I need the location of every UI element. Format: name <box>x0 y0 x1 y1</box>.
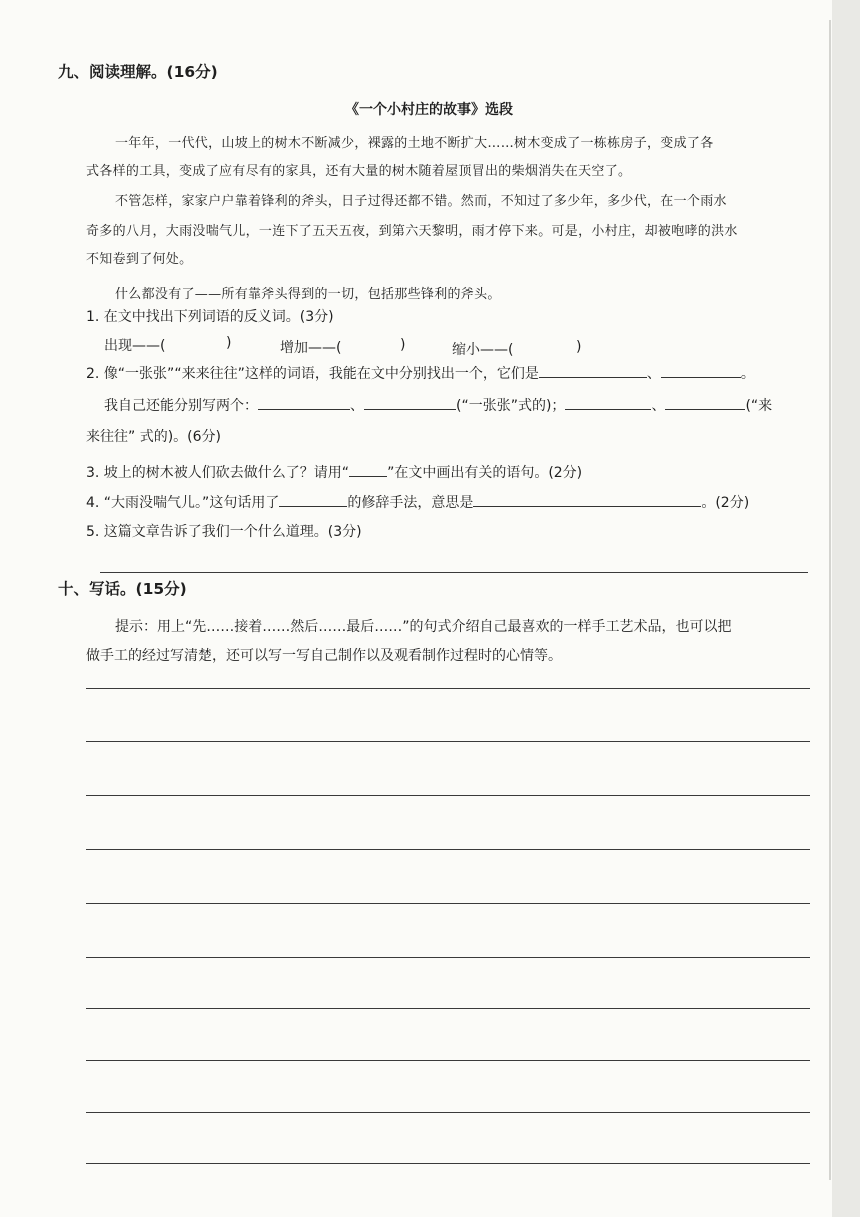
passage-p3: 什么都没有了——所有靠斧头得到的一切，包括那些锋利的斧头。 <box>115 287 501 302</box>
q3-blank[interactable] <box>349 462 387 477</box>
writing-line[interactable] <box>86 795 810 796</box>
q2-line2-text: 我自己还能分别写两个： <box>104 398 258 414</box>
q1-item-3: 缩小——( <box>452 342 514 358</box>
writing-line[interactable] <box>86 1008 810 1009</box>
question-1: 1. 在文中找出下列词语的反义词。(3分) <box>86 309 334 325</box>
q3-text-a: 3. 坡上的树木被人们砍去做什么了？请用“ <box>86 465 350 481</box>
q1-item-3-close: ) <box>576 339 582 355</box>
q1-item-1: 出现——( <box>104 338 166 354</box>
question-5: 5. 这篇文章告诉了我们一个什么道理。(3分) <box>86 524 362 540</box>
question-4 <box>86 492 749 512</box>
q2-text: 2. 像“一张张”“来来往往”这样的词语，我能在文中分别找出一个，它们是 <box>86 366 539 382</box>
passage-p2-line2: 奇多的八月，大雨没喘气儿，一连下了五天五夜，到第六天黎明，雨才停下来。可是，小村庄，却被咆哮的洪水 <box>86 224 738 239</box>
writing-line[interactable] <box>86 849 810 850</box>
passage-title: 《一个小村庄的故事》选段 <box>345 102 513 118</box>
q2-blank-6[interactable] <box>665 395 745 410</box>
q2-sep: 、 <box>646 366 661 382</box>
writing-line[interactable] <box>86 1163 810 1164</box>
passage-p1-line2: 式各样的工具，变成了应有尽有的家具，还有大量的树木随着屋顶冒出的柴烟消失在天空了。 <box>86 164 632 179</box>
writing-line[interactable] <box>86 903 810 904</box>
q1-item-1-close: ) <box>226 335 232 351</box>
q4-text-c: 。(2分) <box>701 495 750 511</box>
passage-p2-line1: 不管怎样，家家户户靠着锋利的斧头，日子过得还都不错。然而，不知过了多少年，多少代，在一个雨水 <box>115 194 727 209</box>
q2-blank-1[interactable] <box>539 363 647 378</box>
scan-edge <box>832 0 860 1217</box>
q2-blank-5[interactable] <box>565 395 651 410</box>
q4-blank-2[interactable] <box>473 492 701 507</box>
question-2-line3: 来往往” 式的)。(6分) <box>86 429 221 445</box>
q4-text-a: 4. “大雨没喘气儿。”这句话用了 <box>86 495 280 511</box>
q3-text-b: ”在文中画出有关的语句。(2分) <box>387 465 583 481</box>
q2-end: 。 <box>740 366 755 382</box>
q2-sep-2: 、 <box>350 398 364 414</box>
q2-blank-4[interactable] <box>364 395 456 410</box>
scan-edge-line <box>829 20 831 1180</box>
q2-line2-end: (“来 <box>745 398 773 414</box>
q5-answer-line[interactable] <box>100 572 808 573</box>
section9-heading: 九、阅读理解。(16分) <box>58 63 218 81</box>
q1-item-2-close: ) <box>400 337 406 353</box>
writing-line[interactable] <box>86 957 810 958</box>
q4-blank-1[interactable] <box>279 492 347 507</box>
writing-line[interactable] <box>86 741 810 742</box>
section10-heading: 十、写话。(15分) <box>58 580 187 598</box>
q2-sep-3: 、 <box>651 398 666 414</box>
passage-p2-line3: 不知卷到了何处。 <box>86 252 193 267</box>
passage-p1-line1: 一年年，一代代，山坡上的树木不断减少，裸露的土地不断扩大……树木变成了一栋栋房子，变成了各 <box>115 136 714 151</box>
q1-item-2: 增加——( <box>280 340 342 356</box>
q2-line2-mid: (“一张张”式的)； <box>456 398 566 414</box>
question-2-line2 <box>104 395 772 415</box>
q2-blank-2[interactable] <box>661 363 741 378</box>
writing-line[interactable] <box>86 688 810 689</box>
writing-line[interactable] <box>86 1112 810 1113</box>
writing-hint-line1: 提示：用上“先……接着……然后……最后……”的句式介绍自己最喜欢的一样手工艺术品，也可以把 <box>115 619 732 635</box>
writing-hint-line2: 做手工的经过写清楚，还可以写一写自己制作以及观看制作过程时的心情等。 <box>86 648 562 664</box>
q2-blank-3[interactable] <box>258 395 350 410</box>
writing-line[interactable] <box>86 1060 810 1061</box>
q4-text-b: 的修辞手法，意思是 <box>347 495 474 511</box>
question-3 <box>86 462 582 482</box>
question-2-line1 <box>86 363 755 383</box>
